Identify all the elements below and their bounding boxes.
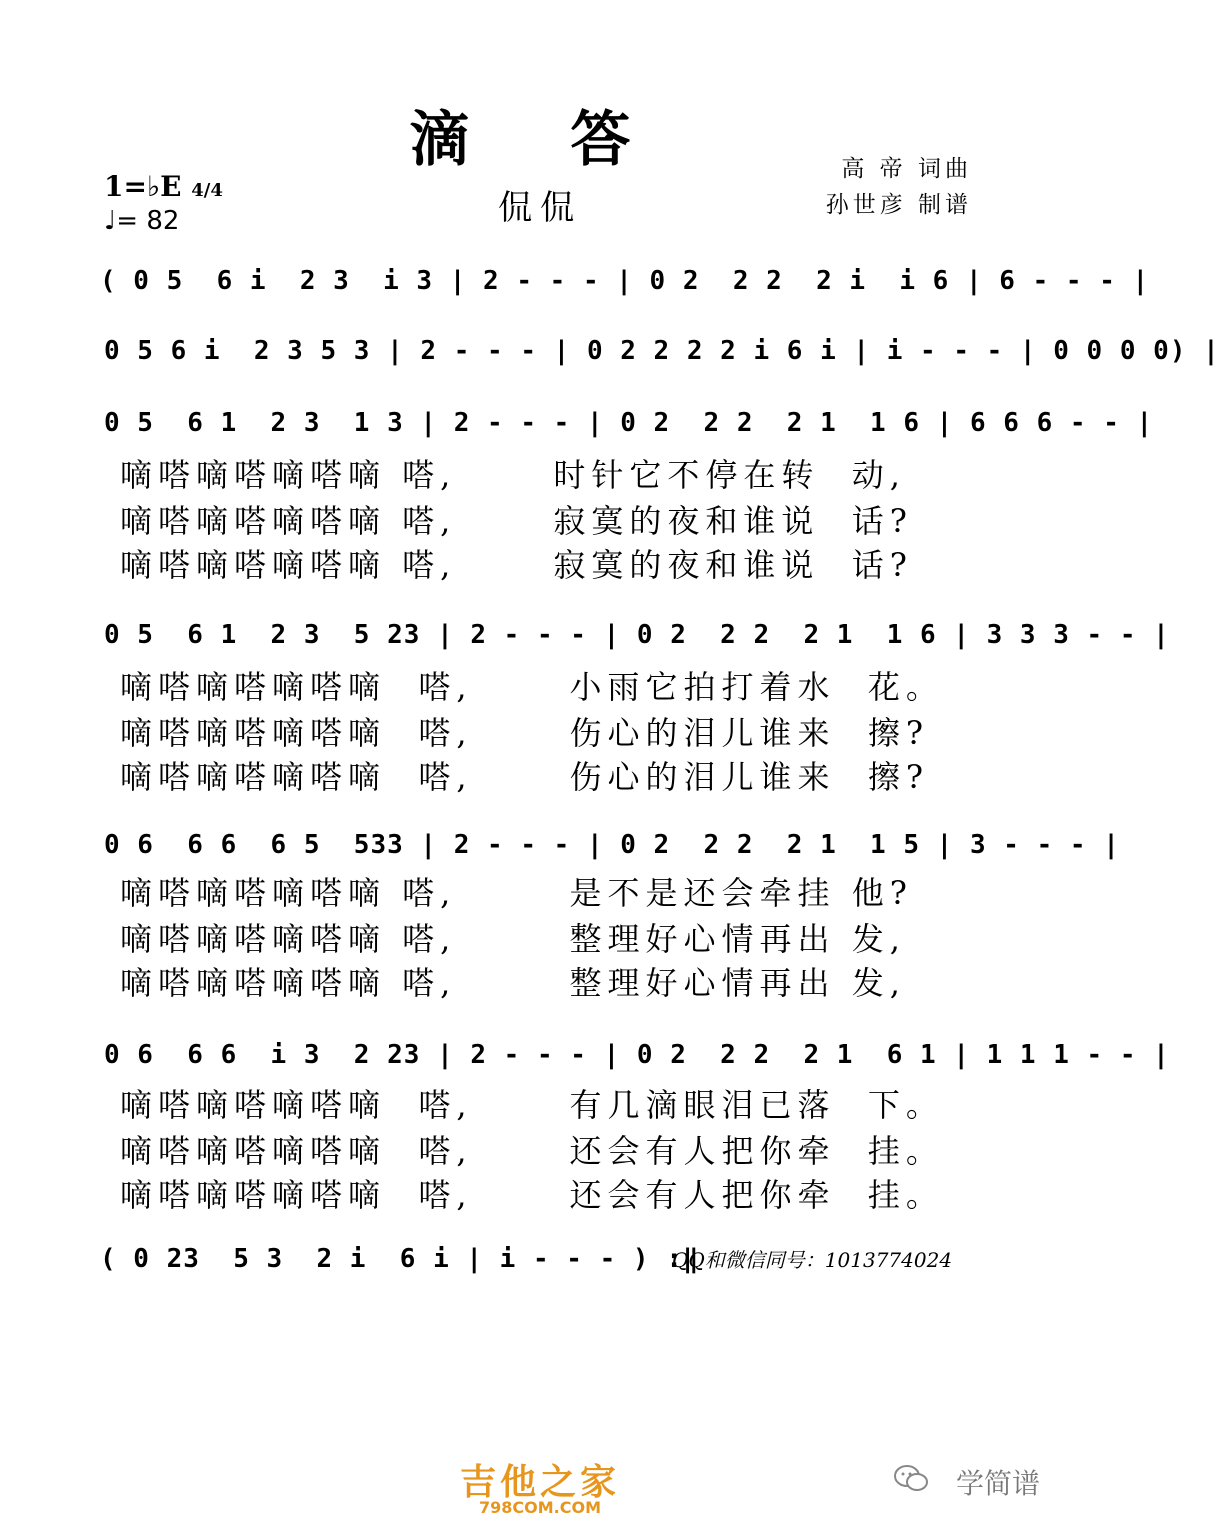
key-label: 1=♭E bbox=[104, 170, 182, 203]
key-signature bbox=[104, 170, 223, 203]
lyric-3-2: 嘀嗒嘀嗒嘀嗒嘀 嗒, 整理好心情再出 发, bbox=[120, 920, 906, 958]
intro-line-1: ( 0 5 6 i 2 3 i 3 | 2 - - - | 0 2 2 2 2 i i 6 | 6 - - - | bbox=[100, 266, 1150, 296]
lyric-2-3: 嘀嗒嘀嗒嘀嗒嘀 嗒, 伤心的泪儿谁来 擦? bbox=[120, 758, 930, 796]
verse-line-1-notes: 0 5 6 1 2 3 1 3 | 2 - - - | 0 2 2 2 2 1 1 6 | 6 6 6 - - | bbox=[104, 408, 1154, 438]
lyric-1-3: 嘀嗒嘀嗒嘀嗒嘀 嗒, 寂寞的夜和谁说 话? bbox=[120, 546, 913, 584]
verse-line-2-notes: 0 5 6 1 2 3 5 23 | 2 - - - | 0 2 2 2 2 1 1 6 | 3 3 3 - - | bbox=[104, 620, 1170, 650]
outro-line: ( 0 23 5 3 2 i 6 i | i - - - ) :‖ bbox=[100, 1244, 700, 1274]
lyric-3-1: 嘀嗒嘀嗒嘀嗒嘀 嗒, 是不是还会牵挂 他? bbox=[120, 874, 913, 912]
lyric-2-1: 嘀嗒嘀嗒嘀嗒嘀 嗒, 小雨它拍打着水 花。 bbox=[120, 668, 944, 706]
intro-line-2: 0 5 6 i 2 3 5 3 | 2 - - - | 0 2 2 2 2 i 6 i | i - - - | 0 0 0 0) | bbox=[104, 336, 1220, 366]
verse-line-3-notes: 0 6 6 6 6 5 533 | 2 - - - | 0 2 2 2 2 1 1 5 | 3 - - - | bbox=[104, 830, 1120, 860]
brand-watermark: 吉他之家 bbox=[459, 1462, 620, 1503]
wechat-account-label: 学简谱 bbox=[955, 1467, 1040, 1500]
singer-name: 侃侃 bbox=[498, 188, 582, 228]
lyric-1-2: 嘀嗒嘀嗒嘀嗒嘀 嗒, 寂寞的夜和谁说 话? bbox=[120, 502, 913, 540]
lyric-4-2: 嘀嗒嘀嗒嘀嗒嘀 嗒, 还会有人把你牵 挂。 bbox=[120, 1132, 944, 1170]
wechat-icon bbox=[894, 1464, 928, 1494]
verse-line-4-notes: 0 6 6 6 i 3 2 23 | 2 - - - | 0 2 2 2 2 1 6 1 | 1 1 1 - - | bbox=[104, 1040, 1170, 1070]
lyric-3-3: 嘀嗒嘀嗒嘀嗒嘀 嗒, 整理好心情再出 发, bbox=[120, 964, 906, 1002]
lyric-1-1: 嘀嗒嘀嗒嘀嗒嘀 嗒, 时针它不停在转 动, bbox=[120, 456, 906, 494]
brand-watermark-sub: 798COM.COM bbox=[478, 1498, 601, 1517]
lyric-2-2: 嘀嗒嘀嗒嘀嗒嘀 嗒, 伤心的泪儿谁来 擦? bbox=[120, 714, 930, 752]
credit-score: 孙世彦 制谱 bbox=[825, 192, 972, 218]
lyric-4-1: 嘀嗒嘀嗒嘀嗒嘀 嗒, 有几滴眼泪已落 下。 bbox=[120, 1086, 944, 1124]
page-title: 滴 答 bbox=[409, 105, 671, 175]
time-signature: 4/4 bbox=[191, 180, 223, 201]
credit-lyric-music: 高 帝 词曲 bbox=[841, 156, 972, 182]
tempo-marking: ♩= 82 bbox=[104, 206, 180, 236]
contact-note: QQ和微信同号：1013774024 bbox=[672, 1248, 953, 1272]
lyric-4-3: 嘀嗒嘀嗒嘀嗒嘀 嗒, 还会有人把你牵 挂。 bbox=[120, 1176, 944, 1214]
